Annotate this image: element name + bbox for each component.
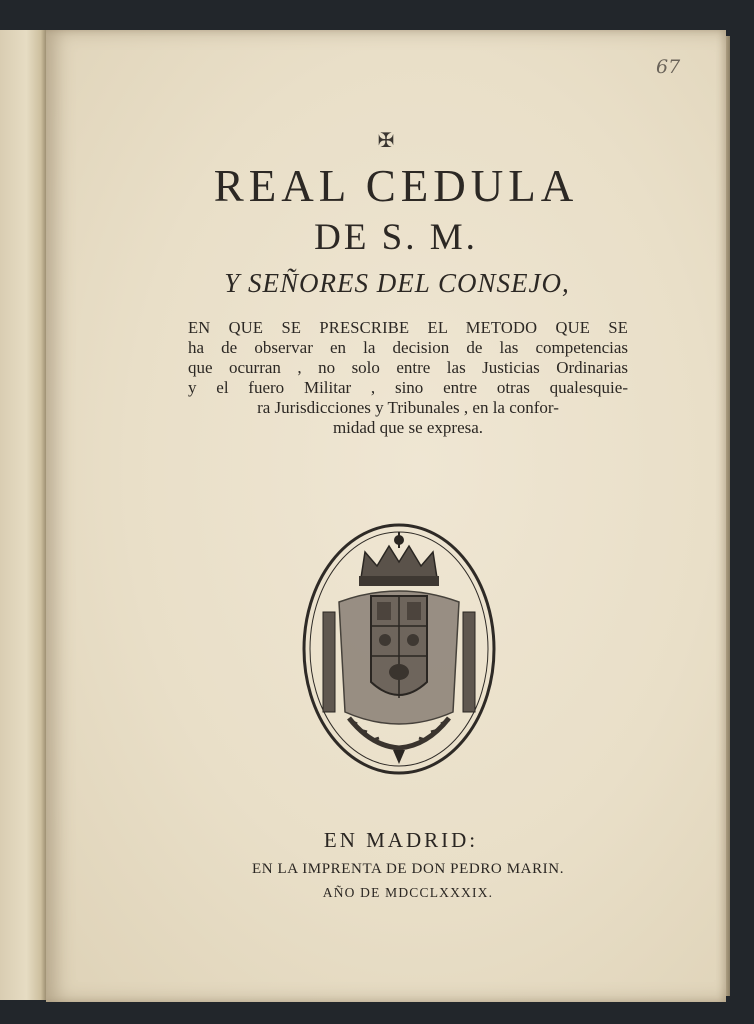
description-line: ra Jurisdicciones y Tribunales , en la confor- <box>257 398 559 417</box>
description-line: y el fuero Militar , sino entre otras qualesquie- <box>188 378 628 397</box>
folio-number: 67 <box>656 56 681 78</box>
description-paragraph <box>188 318 628 438</box>
title-main: REAL CEDULA <box>213 161 579 211</box>
cross-ornament-icon: ✠ <box>377 130 395 152</box>
royal-coat-of-arms-icon <box>301 522 497 776</box>
title-subline: DE S. M. <box>314 217 478 258</box>
title-italic-line: Y SEÑORES DEL CONSEJO, <box>224 268 570 298</box>
title-page <box>46 30 726 1002</box>
imprint-year: AÑO DE MDCCLXXXIX. <box>322 885 494 900</box>
description-line: que ocurran , no solo entre las Justicias Ordinarias <box>188 358 628 377</box>
description-line: EN QUE SE PRESCRIBE EL METODO QUE SE <box>188 318 628 337</box>
description-line: midad que se expresa. <box>332 418 484 437</box>
facing-page-edge <box>0 30 48 1000</box>
imprint-place: EN MADRID: <box>323 828 479 852</box>
imprint-printer: EN LA IMPRENTA DE DON PEDRO MARIN. <box>251 861 565 877</box>
description-line: ha de observar en la decision de las competencias <box>188 338 628 357</box>
